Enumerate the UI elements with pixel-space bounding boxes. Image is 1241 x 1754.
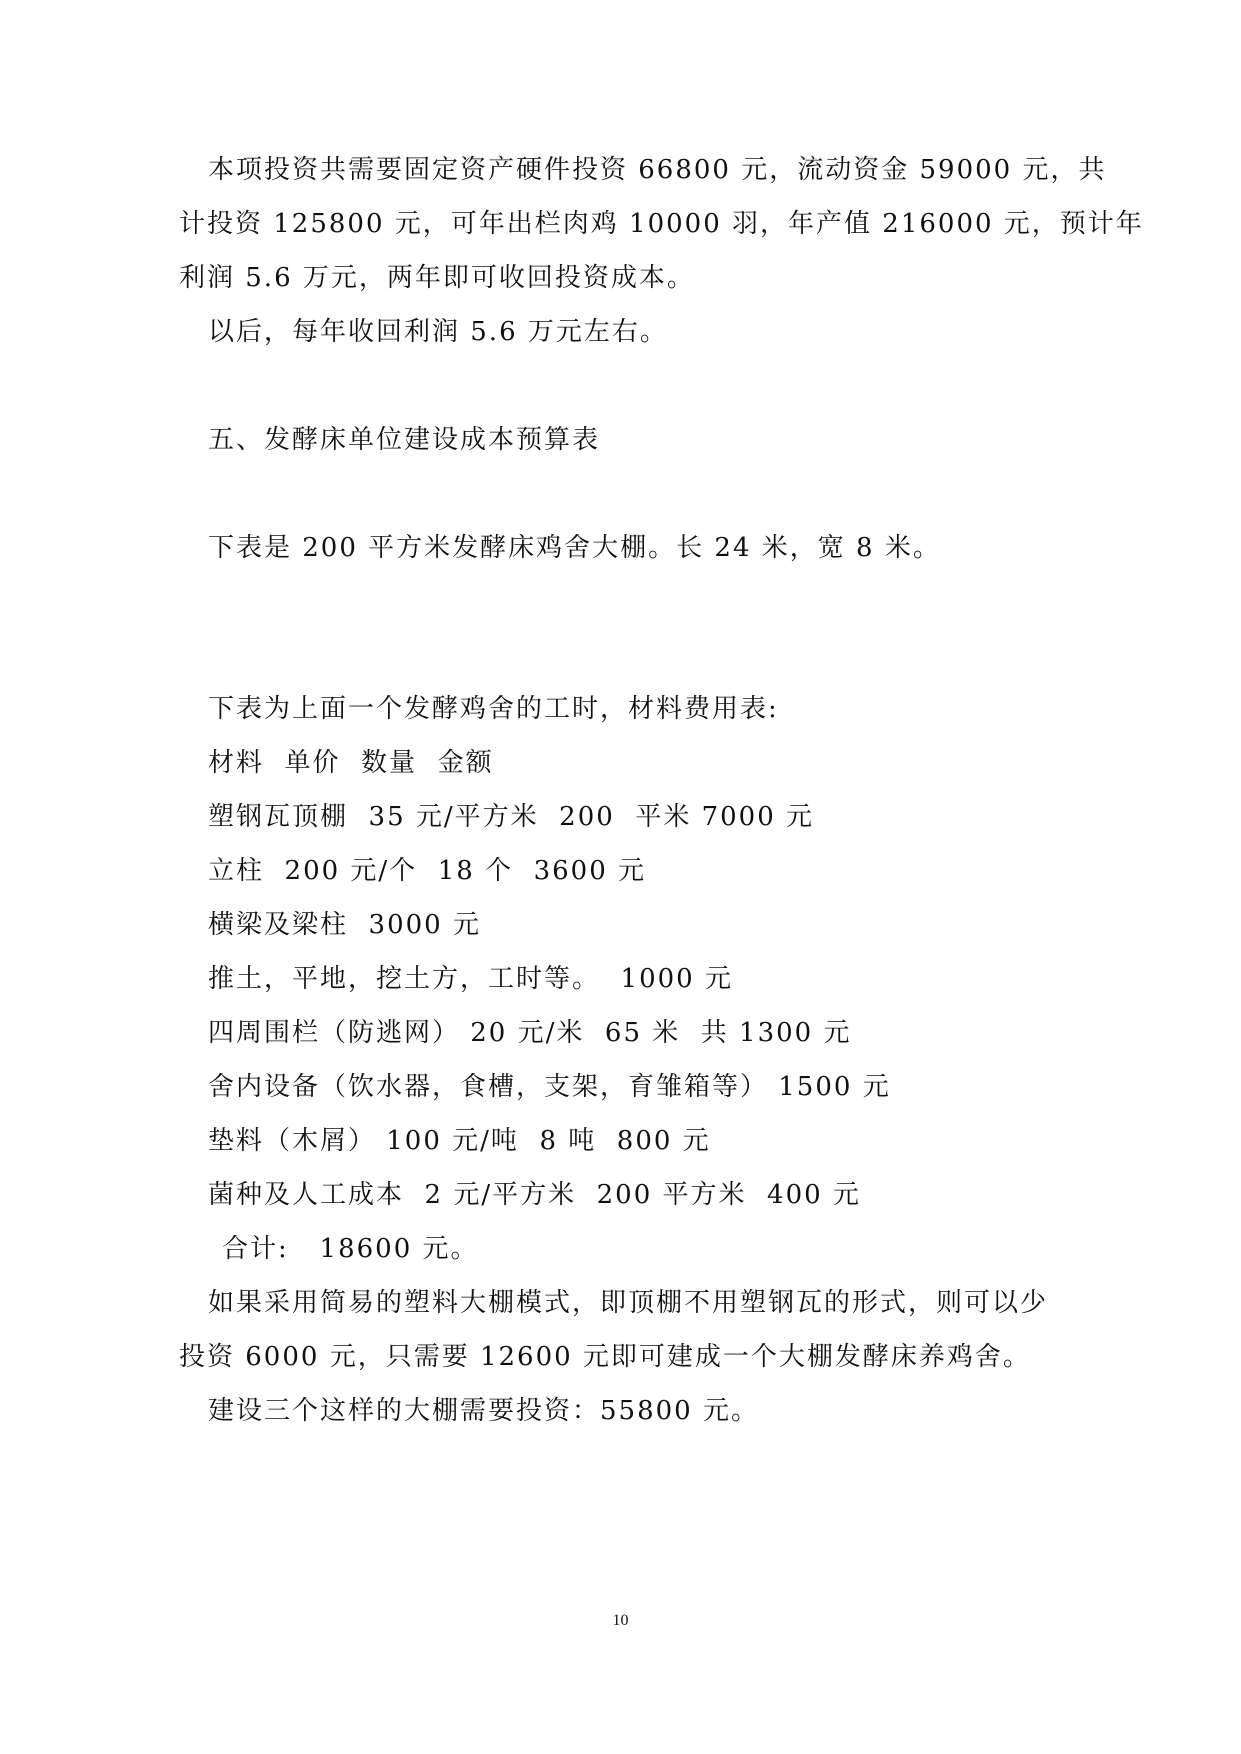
investment-line-2: 计投资 125800 元，可年出栏肉鸡 10000 羽，年产值 216000 元，预计年 bbox=[179, 209, 1144, 239]
page-number: 10 bbox=[612, 1612, 629, 1629]
plastic-shed-line-2: 投资 6000 元，只需要 12600 元即可建成一个大棚发酵床养鸡舍。 bbox=[179, 1342, 1031, 1372]
cost-item: 四周围栏（防逃网） 20 元/米 65 米 共 1300 元 bbox=[208, 1018, 852, 1048]
cost-item: 菌种及人工成本 2 元/平方米 200 平方米 400 元 bbox=[208, 1180, 861, 1210]
after-profit-line: 以后，每年收回利润 5.6 万元左右。 bbox=[208, 317, 668, 347]
investment-line-1: 本项投资共需要固定资产硬件投资 66800 元，流动资金 59000 元，共 bbox=[208, 155, 1107, 185]
three-sheds-line: 建设三个这样的大棚需要投资：55800 元。 bbox=[208, 1396, 759, 1426]
cost-total: 合计: 18600 元。 bbox=[222, 1234, 479, 1264]
cost-item: 塑钢瓦顶棚 35 元/平方米 200 平米 7000 元 bbox=[208, 802, 815, 832]
plastic-shed-line-1: 如果采用简易的塑料大棚模式，即顶棚不用塑钢瓦的形式，则可以少 bbox=[208, 1288, 1049, 1318]
cost-item: 垫料（木屑） 100 元/吨 8 吨 800 元 bbox=[208, 1126, 711, 1156]
investment-line-3: 利润 5.6 万元，两年即可收回投资成本。 bbox=[179, 263, 695, 293]
cost-table-header: 材料 单价 数量 金额 bbox=[208, 748, 494, 778]
section-heading: 五、发酵床单位建设成本预算表 bbox=[208, 425, 601, 455]
cost-item: 立柱 200 元/个 18 个 3600 元 bbox=[208, 856, 647, 886]
table-intro-line: 下表是 200 平方米发酵床鸡舍大棚。长 24 米，宽 8 米。 bbox=[208, 533, 941, 563]
cost-intro-line: 下表为上面一个发酵鸡舍的工时，材料费用表: bbox=[208, 694, 779, 724]
cost-item: 推土，平地，挖土方，工时等。 1000 元 bbox=[208, 964, 733, 994]
cost-item: 横梁及梁柱 3000 元 bbox=[208, 910, 481, 940]
cost-item: 舍内设备（饮水器，食槽，支架，育雏箱等） 1500 元 bbox=[208, 1072, 891, 1102]
